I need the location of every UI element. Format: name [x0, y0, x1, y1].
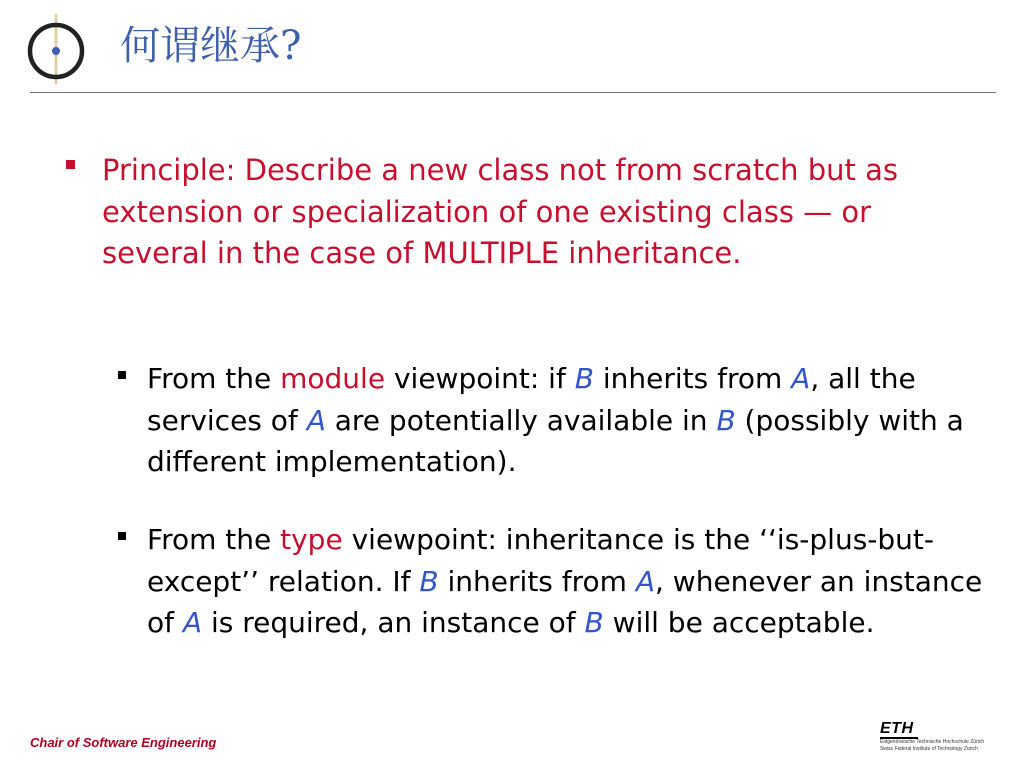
keyword-text: module [280, 362, 386, 395]
text-segment: inherits from [438, 564, 636, 598]
square-bullet-icon [118, 532, 126, 540]
variable-text: B [584, 606, 604, 639]
keyword-text: type [280, 523, 343, 556]
eth-subtitle-line-2: Swiss Federal Institute of Technology Zurich [880, 746, 978, 752]
text-segment: viewpoint: inheritance is the ‘‘is-plus-but-except’’ relation. If [147, 523, 934, 598]
eth-logo [880, 718, 1000, 754]
variable-text: A [791, 362, 811, 395]
sub-bullet-module-viewpoint [118, 358, 998, 483]
main-bullet-point [66, 150, 946, 275]
text-segment: From the [147, 523, 281, 556]
sub-bullet-text [147, 358, 998, 483]
text-segment: will be acceptable. [603, 606, 875, 639]
text-segment: inherits from [593, 362, 792, 395]
text-segment: Principle: Describe a new class not from scratch but as extension or specialization of one existing class — or several in the case of MULTIPLE inheritance. [102, 153, 898, 270]
eth-subtitle-line-1: Eidgenössische Technische Hochschule Zürich [880, 739, 985, 745]
main-bullet-text [102, 150, 946, 275]
text-segment: is required, an instance of [202, 606, 585, 639]
variable-text: A [635, 564, 655, 598]
slide-title: 何谓继承? [120, 23, 302, 69]
square-bullet-icon [66, 160, 75, 169]
square-bullet-icon [118, 371, 126, 379]
text-segment: , all the services of [147, 362, 916, 437]
variable-text: B [419, 564, 439, 598]
variable-text: A [182, 606, 203, 639]
eth-wordmark: ETH [880, 721, 918, 739]
variable-text: B [574, 362, 594, 395]
text-segment: , whenever an instance of [147, 564, 983, 639]
variable-text: B [716, 403, 736, 437]
footer-chair-name: Chair of Software Engineering [30, 735, 217, 750]
text-segment: (possibly with a different implementation). [147, 403, 964, 478]
text-segment: viewpoint: if [385, 362, 575, 395]
text-segment: From the [147, 362, 281, 395]
variable-text: A [306, 403, 326, 437]
text-segment: are potentially available in [325, 403, 717, 437]
sub-bullet-type-viewpoint [118, 519, 998, 644]
sub-bullet-text [147, 519, 998, 644]
